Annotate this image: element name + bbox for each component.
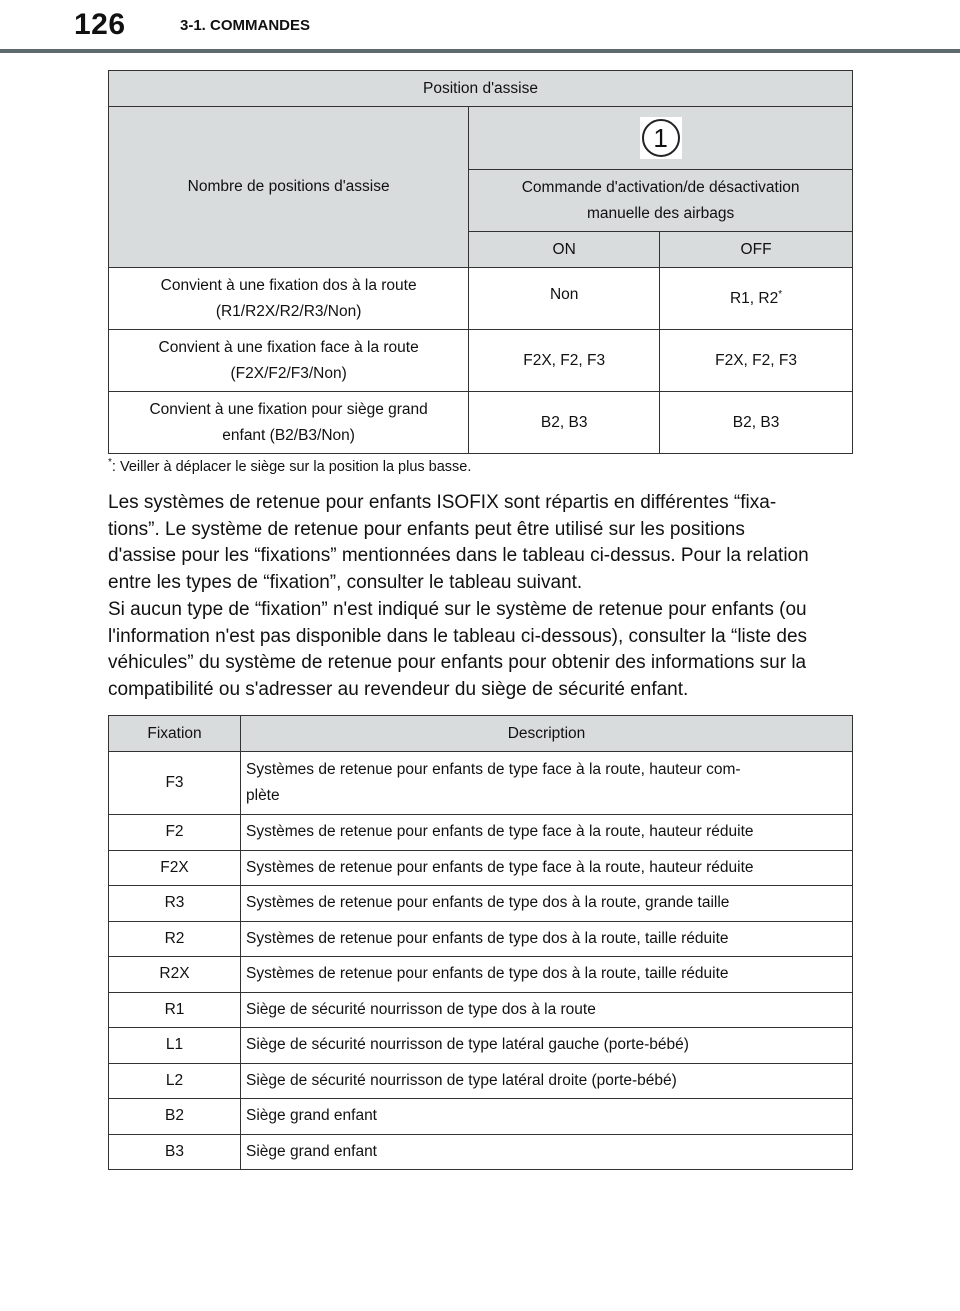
fixation-code: R3: [109, 886, 241, 922]
fixation-code: L1: [109, 1028, 241, 1064]
section-title: 3-1. COMMANDES: [180, 17, 311, 34]
body-line: Si aucun type de “fixation” n'est indiqué sur le système de retenue pour enfants (ou: [108, 598, 807, 620]
row-label-line2: (F2X/F2/F3/Non): [230, 364, 347, 382]
table-row: [109, 1028, 853, 1064]
fixation-description-line2: plète: [246, 787, 280, 804]
page-header: [0, 0, 960, 54]
airbag-control-label: [469, 170, 853, 232]
body-line: Les systèmes de retenue pour enfants ISOFIX sont répartis en différentes “fixa-: [108, 492, 777, 513]
fixation-code: L2: [109, 1063, 241, 1099]
seat-number: 1: [642, 119, 680, 157]
table-row: [109, 850, 853, 886]
table-row: [109, 992, 853, 1028]
header-divider: [0, 49, 960, 53]
table-row: [109, 1099, 853, 1135]
footnote: [108, 459, 471, 475]
fixation-description: Siège de sécurité nourrisson de type latéral droite (porte-bébé): [241, 1063, 853, 1099]
table-row: [109, 752, 853, 815]
body-paragraph: [108, 490, 858, 704]
body-line: d'assise pour les “fixations” mentionnées dans le tableau ci-dessus. Pour la relation: [108, 545, 809, 567]
fixation-code: B3: [109, 1134, 241, 1170]
fixation-description: Systèmes de retenue pour enfants de type face à la route, hauteur réduite: [241, 815, 853, 851]
fixation-description: Siège grand enfant: [241, 1099, 853, 1135]
body-line: véhicules” du système de retenue pour enfants pour obtenir des informations sur la: [108, 652, 807, 674]
fixation-description: Systèmes de retenue pour enfants de type dos à la route, taille réduite: [241, 957, 853, 993]
footnote-mark: *: [108, 457, 112, 469]
table-row: [109, 886, 853, 922]
footnote-text: : Veiller à déplacer le siège sur la position la plus basse.: [111, 459, 472, 475]
fixation-column-header: Fixation: [109, 716, 241, 752]
table-row: [109, 392, 853, 454]
off-value: B2, B3: [660, 392, 853, 454]
row-label: [109, 268, 469, 330]
fixation-description: Systèmes de retenue pour enfants de type dos à la route, taille réduite: [241, 921, 853, 957]
row-label: [109, 330, 469, 392]
off-value-text: R1, R2: [729, 289, 779, 307]
fixation-code: F2: [109, 815, 241, 851]
on-value: B2, B3: [469, 392, 660, 454]
row-label: [109, 392, 469, 454]
fixation-description: Siège de sécurité nourrisson de type dos à la route: [241, 992, 853, 1028]
description-column-header: Description: [241, 716, 853, 752]
table-row: [109, 815, 853, 851]
on-header: ON: [469, 232, 660, 268]
fixation-code: R1: [109, 992, 241, 1028]
body-line: compatibilité ou s'adresser au revendeur du siège de sécurité enfant.: [108, 678, 689, 700]
body-line: entre les types de “fixation”, consulter le tableau suivant.: [108, 572, 583, 594]
page-number: 126: [74, 8, 126, 41]
body-line: l'information n'est pas disponible dans le tableau ci-dessous), consulter la “liste des: [108, 625, 808, 647]
row-label-line1: Convient à une fixation face à la route: [158, 338, 419, 356]
fixation-code: F3: [109, 752, 241, 815]
airbag-control-label-line2: manuelle des airbags: [586, 204, 735, 222]
table-row: [109, 1134, 853, 1170]
table-row: [109, 330, 853, 392]
footnote-mark: *: [778, 288, 783, 300]
seat-number-cell: [469, 107, 853, 170]
row-label-line2: (R1/R2X/R2/R3/Non): [215, 302, 362, 320]
fixation-code: B2: [109, 1099, 241, 1135]
fixation-code: F2X: [109, 850, 241, 886]
fixation-description: [241, 752, 853, 815]
off-value: F2X, F2, F3: [660, 330, 853, 392]
table-row: [109, 268, 853, 330]
seat-compatibility-table: [108, 70, 853, 454]
off-value: [660, 268, 853, 330]
on-value: F2X, F2, F3: [469, 330, 660, 392]
table-row: [109, 921, 853, 957]
fixation-description: Siège grand enfant: [241, 1134, 853, 1170]
on-value: Non: [469, 268, 660, 330]
row-label-line2: enfant (B2/B3/Non): [222, 426, 355, 444]
airbag-control-label-line1: Commande d'activation/de désactivation: [521, 178, 800, 196]
table-row: [109, 1063, 853, 1099]
table-row: [109, 957, 853, 993]
fixation-table: [108, 715, 853, 1170]
seating-count-label: Nombre de positions d'assise: [109, 107, 469, 268]
fixation-code: R2: [109, 921, 241, 957]
position-header: Position d'assise: [109, 71, 853, 107]
off-header: OFF: [660, 232, 853, 268]
fixation-description: Siège de sécurité nourrisson de type latéral gauche (porte-bébé): [241, 1028, 853, 1064]
body-line: tions”. Le système de retenue pour enfants peut être utilisé sur les positions: [108, 518, 745, 540]
row-label-line1: Convient à une fixation pour siège grand: [149, 400, 428, 418]
fixation-description: Systèmes de retenue pour enfants de type face à la route, hauteur réduite: [241, 850, 853, 886]
fixation-code: R2X: [109, 957, 241, 993]
fixation-description-line1: Systèmes de retenue pour enfants de type face à la route, hauteur com-: [246, 761, 741, 778]
fixation-description: Systèmes de retenue pour enfants de type dos à la route, grande taille: [241, 886, 853, 922]
row-label-line1: Convient à une fixation dos à la route: [160, 276, 417, 294]
seat-number-icon: [640, 117, 682, 159]
